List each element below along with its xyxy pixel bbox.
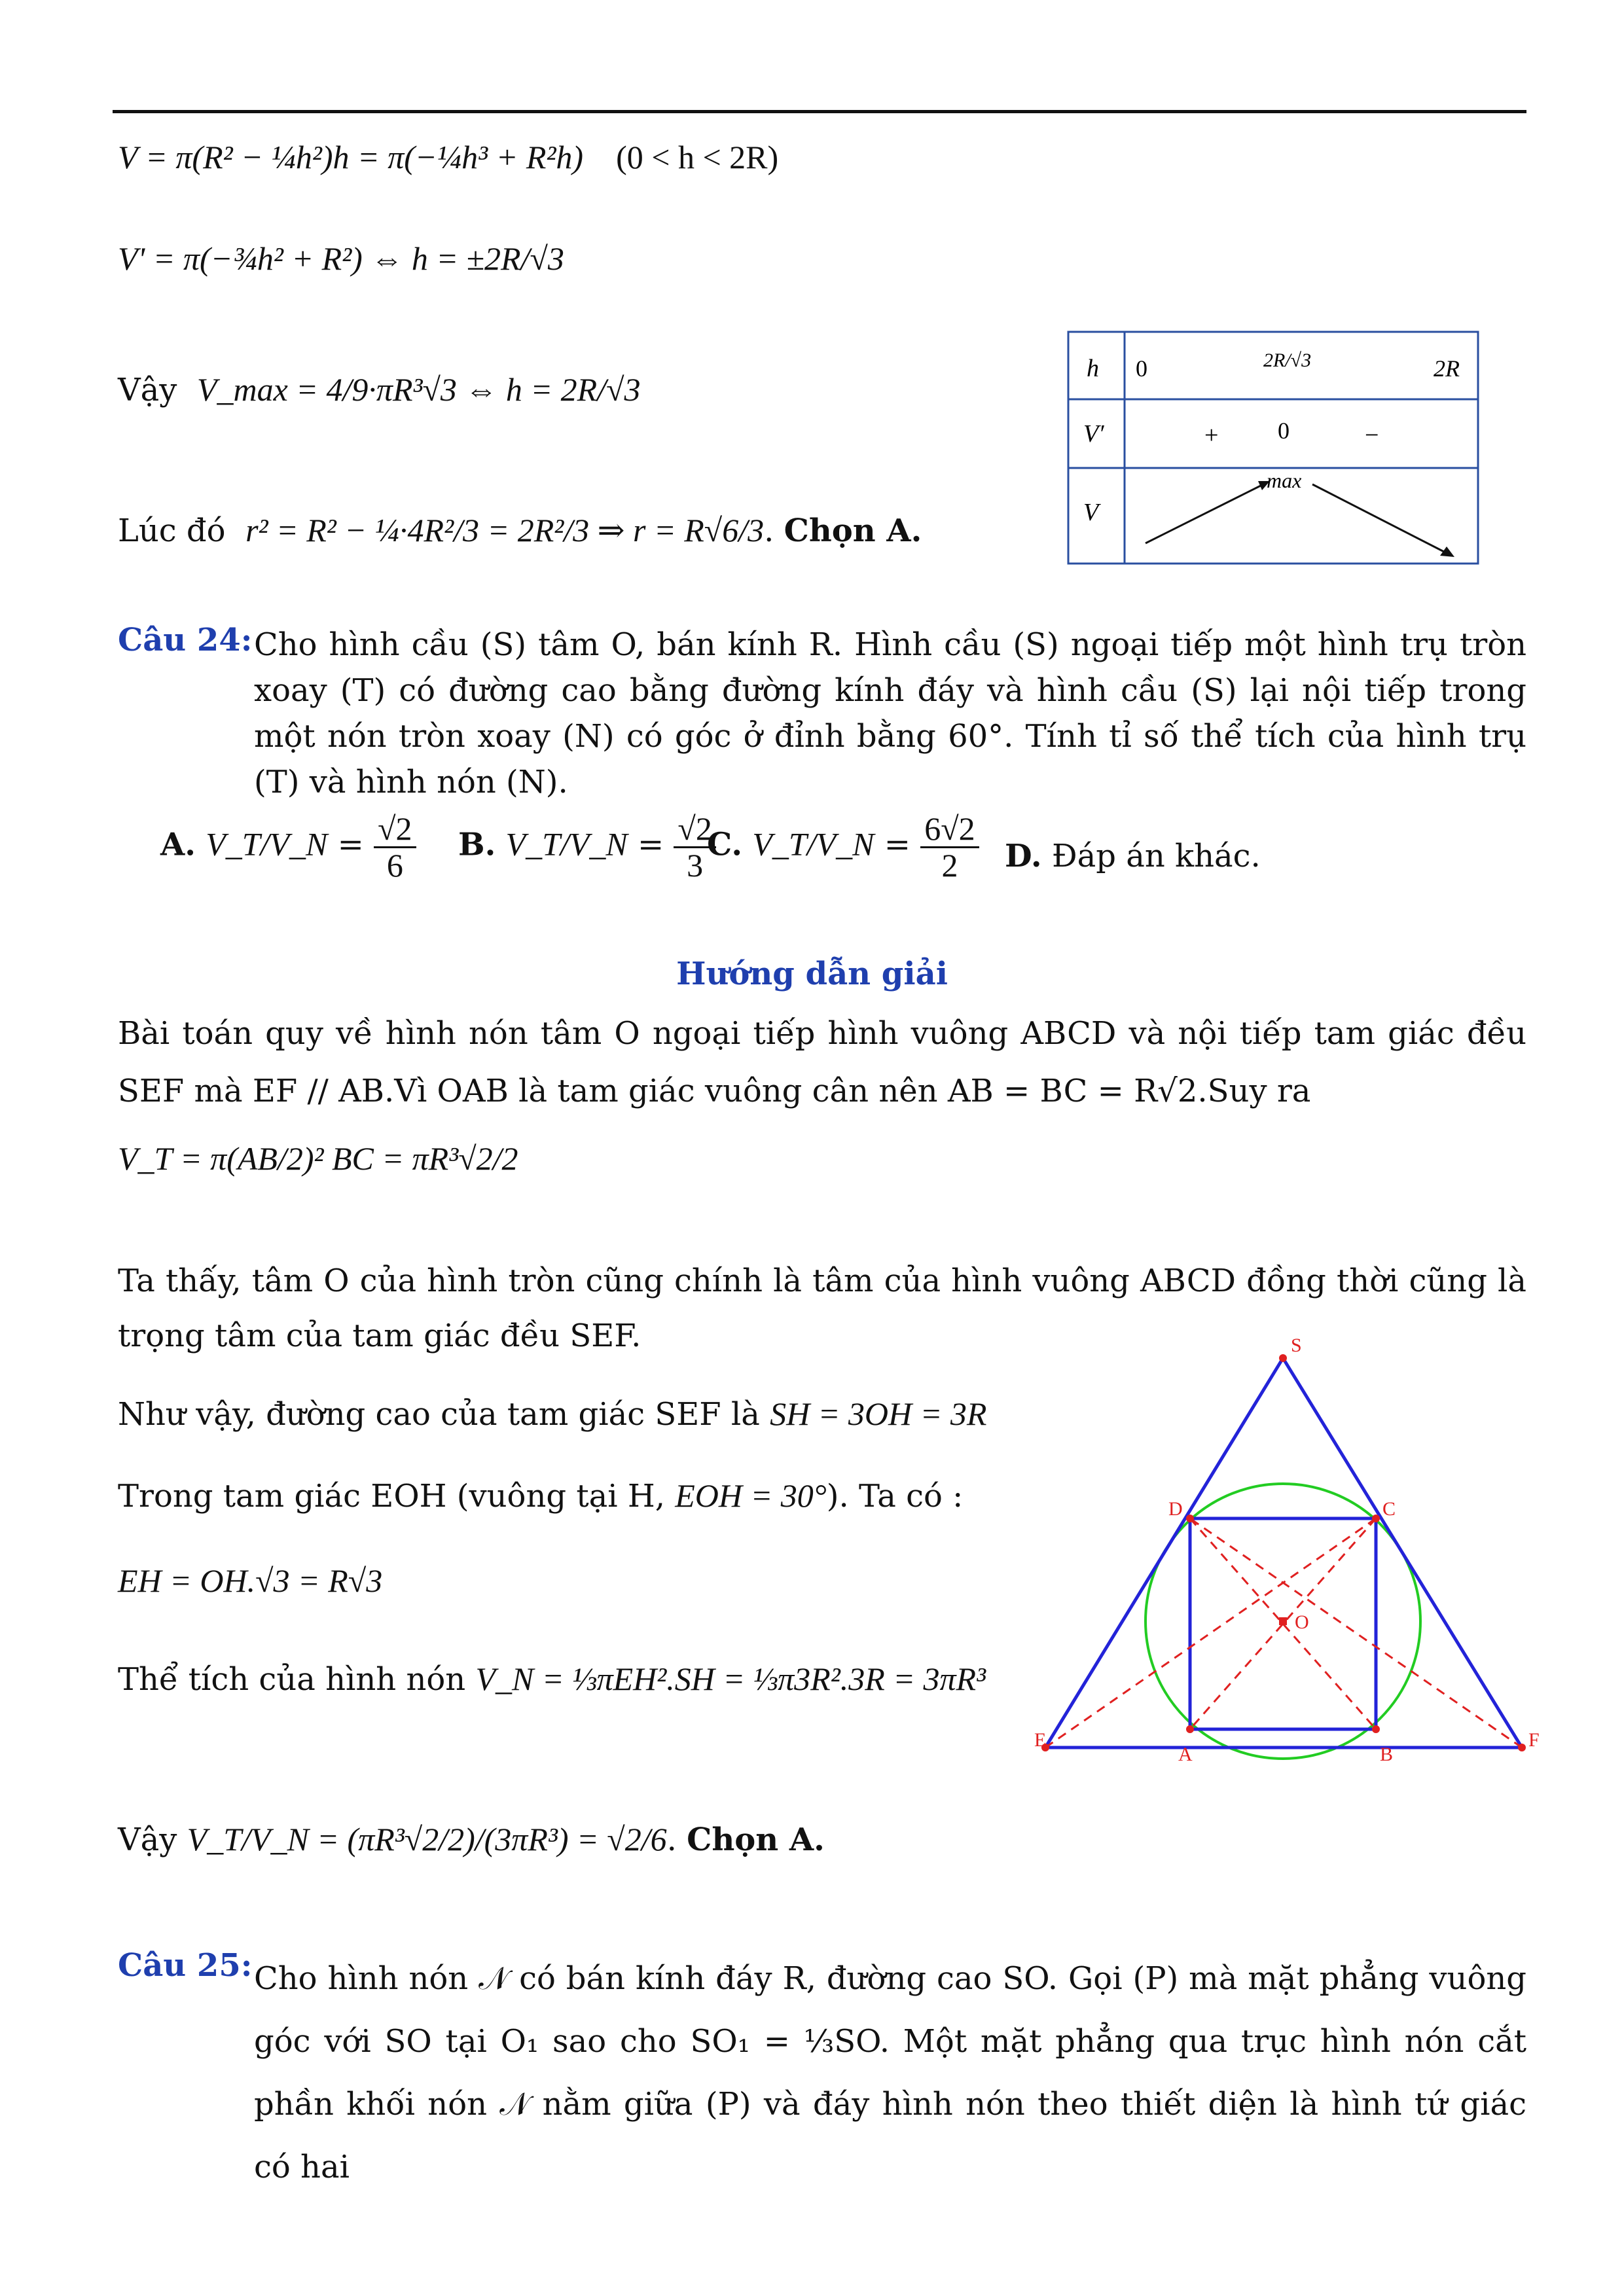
option-d[interactable]: D. Đáp án khác. <box>1005 838 1261 874</box>
label-C: C <box>1382 1498 1396 1520</box>
option-b[interactable]: B. V_T/V_N = $\frac{√2}{3}$ <box>458 812 716 882</box>
label-S: S <box>1291 1335 1302 1356</box>
question-25-label: Câu 25: <box>118 1947 253 1984</box>
table-dv-plus: + <box>1204 422 1219 449</box>
table-h-end: 2R <box>1434 355 1460 382</box>
vmax-line: Vậy V_max = 4/9·πR³√3 ⇔ h = 2R/√3 <box>118 371 641 408</box>
triangle-sef <box>1045 1358 1522 1748</box>
table-h-mid: 2R/√3 <box>1263 350 1312 371</box>
option-a[interactable]: A. V_T/V_N = $\frac{√2}{6}$ <box>160 812 416 882</box>
option-c[interactable]: C. V_T/V_N = $\frac{6√2}{2}$ <box>707 812 979 882</box>
header-rule <box>113 110 1526 113</box>
solution-title: Hướng dẫn giải <box>676 956 948 992</box>
table-h-label: h <box>1087 355 1099 382</box>
table-v-max: max <box>1267 469 1302 492</box>
label-D: D <box>1168 1498 1183 1520</box>
solution-paragraph-3: Như vậy, đường cao của tam giác SEF là SH = 3OH = 3R <box>118 1395 987 1433</box>
label-E: E <box>1034 1729 1047 1751</box>
question-25-text: Cho hình nón 𝒩 có bán kính đáy R, đường cao SO. Gọi (P) mà mặt phẳng vuông góc với SO tại O₁ sao cho SO₁ = ⅓SO. Một mặt phẳng qua trục hình nón cắt phần khối nón 𝒩 nằm giữa (P) và đáy hình nón theo thiết diện là hình tứ giác có hai <box>254 1960 1526 2185</box>
volume-formula: V = π(R² − ¼h²)h = π(−¼h³ + R²h) (0 < h < 2R) <box>118 139 779 175</box>
increasing-arrow <box>1146 484 1263 543</box>
table-dv-zero: 0 <box>1278 418 1290 444</box>
derivative-formula: V' = π(−¾h² + R²) ⇔ h = ±2R/√3 <box>118 240 564 277</box>
variation-table <box>1067 331 1479 566</box>
geometry-figure <box>1021 1322 1558 1767</box>
table-dv-label: V′ <box>1083 420 1104 448</box>
label-A: A <box>1178 1744 1193 1765</box>
radius-line: Lúc đó r² = R² − ¼·4R²/3 = 2R²/3 ⇒ r = R√6/3. Chọn A. <box>118 512 922 549</box>
solution-paragraph-5: Thể tích của hình nón V_N = ⅓πEH².SH = ⅓π3R².3R = 3πR³ <box>118 1660 986 1698</box>
decreasing-arrow <box>1312 484 1447 553</box>
final-ratio-line: Vậy V_T/V_N = (πR³√2/2)/(3πR³) = √2/6. Chọn A. <box>118 1821 825 1858</box>
eh-formula: EH = OH.√3 = R√3 <box>118 1562 383 1599</box>
table-dv-minus: − <box>1365 422 1379 449</box>
label-O: O <box>1295 1611 1309 1633</box>
label-B: B <box>1380 1744 1394 1765</box>
table-h-0: 0 <box>1136 355 1147 382</box>
solution-paragraph-2: Ta thấy, tâm O của hình tròn cũng chính là tâm của hình vuông ABCD đồng thời cũng là trọng tâm của tam giác đều SEF. <box>118 1263 1526 1354</box>
solution-paragraph-4: Trong tam giác EOH (vuông tại H, EOH = 30°). Ta có : <box>118 1477 964 1515</box>
label-F: F <box>1528 1729 1540 1751</box>
table-v-label: V <box>1083 499 1099 526</box>
vt-formula: V_T = π(AB/2)² BC = πR³√2/2 <box>118 1140 518 1177</box>
question-24-text: Cho hình cầu (S) tâm O, bán kính R. Hình cầu (S) ngoại tiếp một hình trụ tròn xoay (T) có đường cao bằng đường kính đáy và hình cầu (S) lại nội tiếp trong một nón tròn xoay (N) có góc ở đỉnh bằng 60°. Tính tỉ số thể tích của hình trụ (T) và hình nón (N). <box>254 626 1526 800</box>
question-24-label: Câu 24: <box>118 622 253 658</box>
solution-paragraph-1: Bài toán quy về hình nón tâm O ngoại tiếp hình vuông ABCD và nội tiếp tam giác đều SEF mà EF // AB.Vì OAB là tam giác vuông cân nên AB = BC = R√2.Suy ra <box>118 1015 1526 1109</box>
